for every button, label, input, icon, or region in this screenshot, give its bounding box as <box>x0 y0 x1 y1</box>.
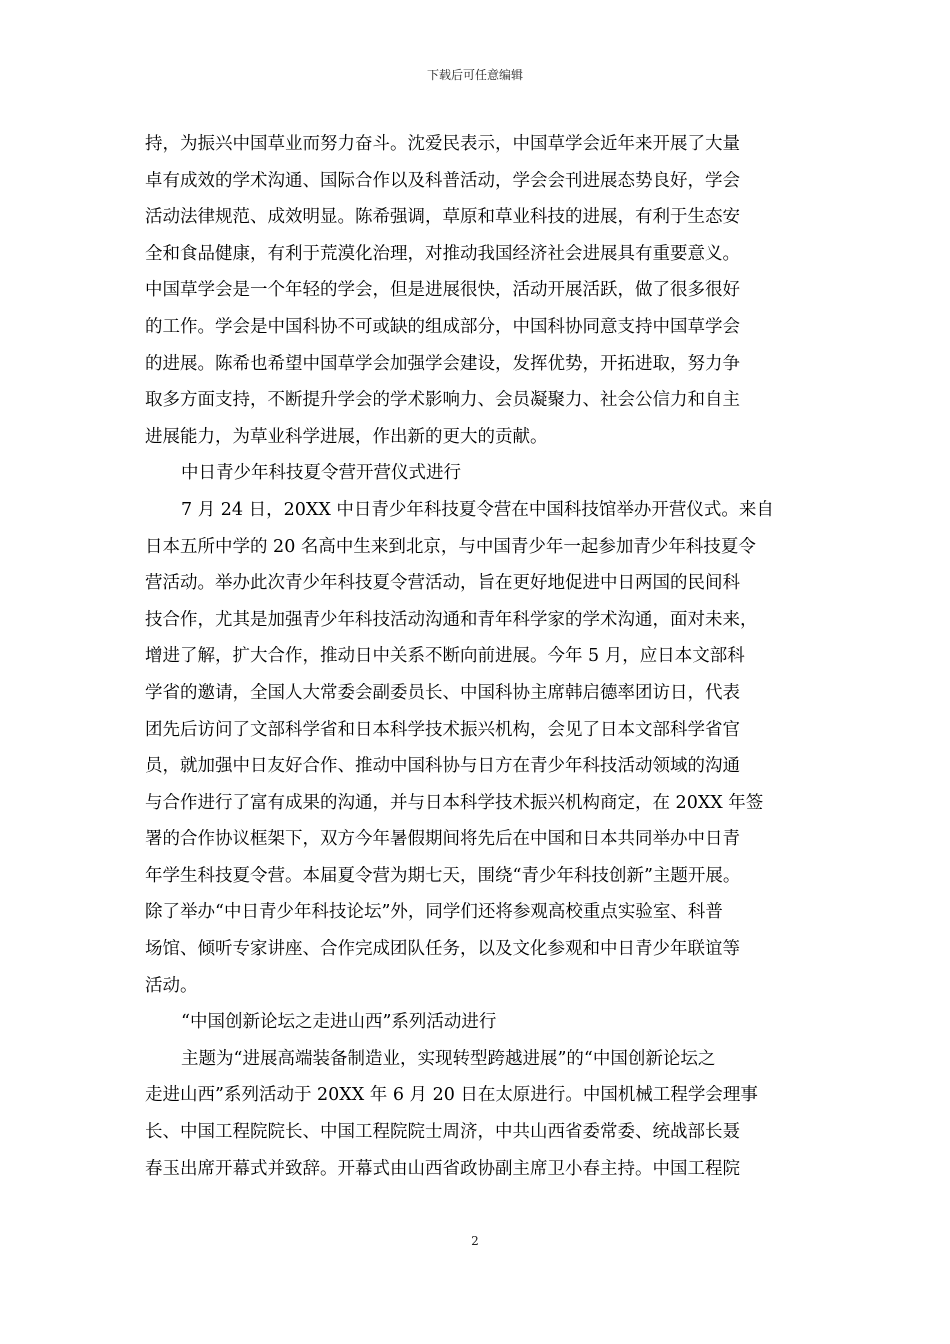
paragraph-innovation-forum: 主题为“进展高端装备制造业，实现转型跨越进展”的“中国创新论坛之 走进山西”系列活动于 20XX 年 6 月 20 日在太原进行。中国机械工程学会理事 长、中国工程院院长、中国工程院院士周济，中共山西省委常委、统战部长聂 春玉出席开幕式并致辞。开幕式由山西省政协副主席卫小春主持。中国工程院 <box>145 1048 758 1179</box>
paragraph-summer-camp: 7 月 24 日，20XX 中日青少年科技夏令营在中国科技馆举办开营仪式。来自 日本五所中学的 20 名高中生来到北京，与中国青少年一起参加青少年科技夏令 营活动。举办此次青少年科技夏令营活动，旨在更好地促进中日两国的民间科 技合作，尤其是加强青少年科技活动沟通和青年科学家的学术沟通，面对未来， 增进了解，扩大合作，推动日中关系不断向前进展。今年 5 月，应日本文部科 学省的邀请，全国人大常委会副委员长、中国科协主席韩启德率团访日，代表 团先后访问了文部科学省和日本科学技术振兴机构，会见了日本文部科学省官 员，就加强中日友好合作、推动中国科协与日方在青少年科技活动领域的沟通 与合作进行了富有成果的沟通，并与日本科学技术振兴机构商定，在 20XX 年签 署的合作协议框架下，双方今年暑假期间将先后在中国和日本共同举办中日青 年学生科技夏令营。本届夏令营为期七天，围绕“青少年科技创新”主题开展。 除了举办“中日青少年科技论坛”外，同学们还将参观高校重点实验室、科普 场馆、倾听专家讲座、合作完成团队任务，以及文化参观和中日青少年联谊等 活动。 <box>145 499 774 996</box>
heading-innovation-forum: “中国创新论坛之走进山西”系列活动进行 <box>181 1012 497 1033</box>
heading-summer-camp: 中日青少年科技夏令营开营仪式进行 <box>181 463 461 484</box>
document-body <box>145 126 830 1187</box>
paragraph-grass-society: 持，为振兴中国草业而努力奋斗。沈爱民表示，中国草学会近年来开展了大量 卓有成效的学术沟通、国际合作以及科普活动，学会会刊进展态势良好，学会 活动法律规范、成效明显。陈希强调，草原和草业科技的进展，有利于生态安 全和食品健康，有利于荒漠化治理，对推动我国经济社会进展具有重要意义。 中国草学会是一个年轻的学会，但是进展很快，活动开展活跃，做了很多很好 的工作。学会是中国科协不可或缺的组成部分，中国科协同意支持中国草学会 的进展。陈希也希望中国草学会加强学会建设，发挥优势，开拓进取，努力争 取多方面支持，不断提升学会的学术影响力、会员凝聚力、社会公信力和自主 进展能力，为草业科学进展，作出新的更大的贡献。 <box>145 134 740 447</box>
page-number: 2 <box>471 1234 479 1248</box>
page-header: 下载后可任意编辑 <box>426 68 523 82</box>
